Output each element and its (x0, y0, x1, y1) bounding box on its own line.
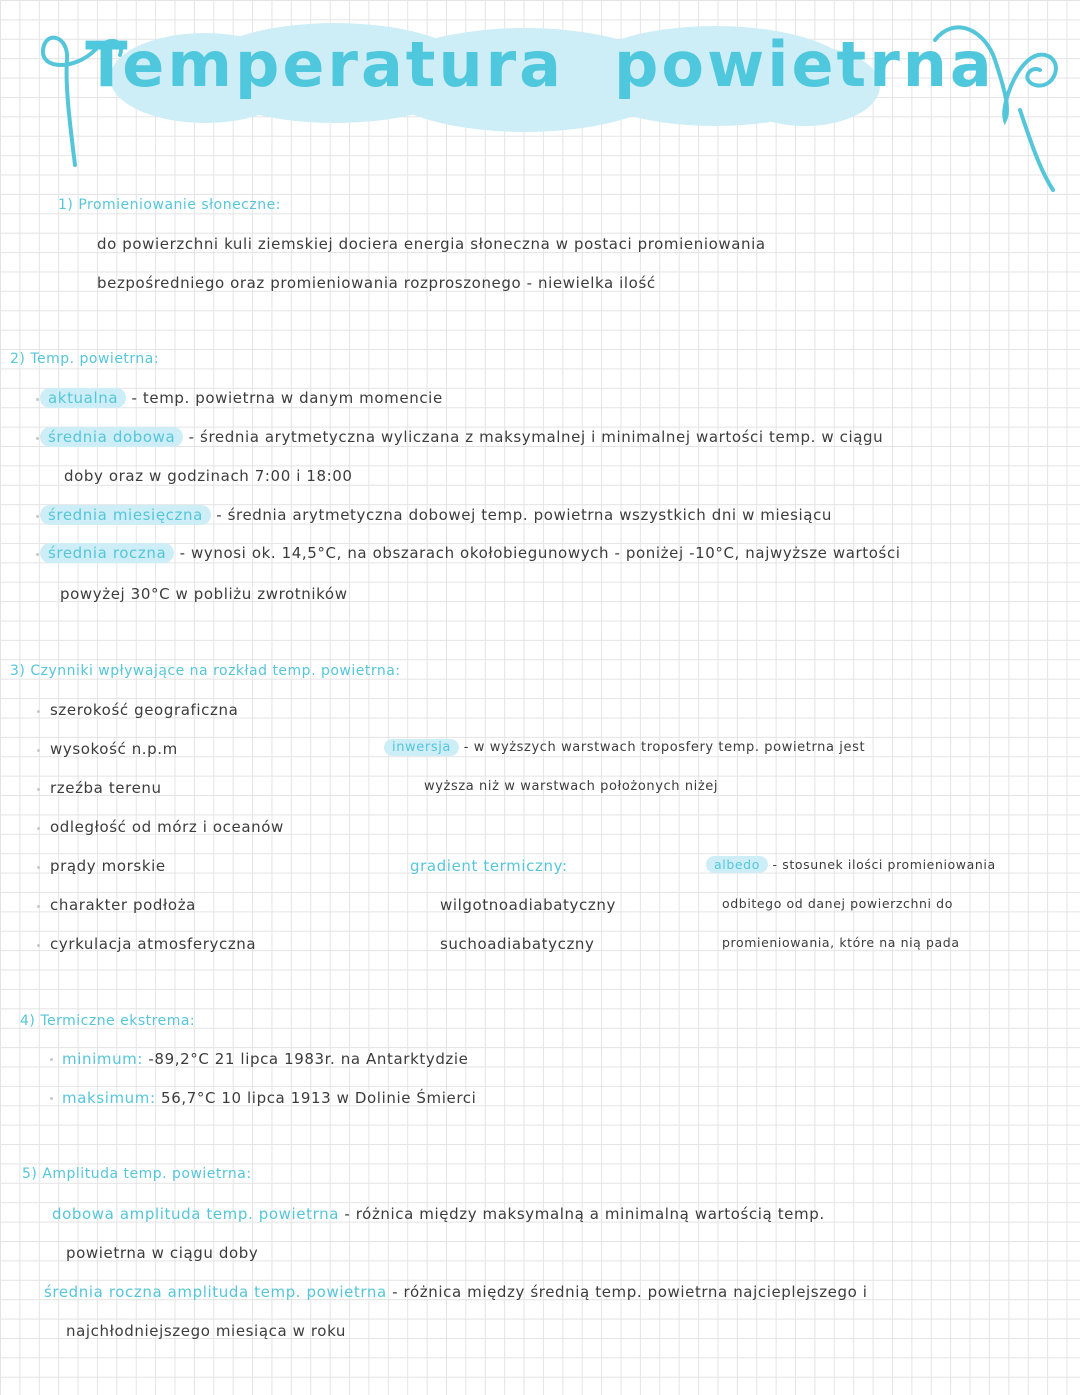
albedo-line-2: odbitego od danej powierzchni do (722, 896, 953, 911)
section-2-heading: 2) Temp. powietrna: (10, 351, 160, 367)
gradient-heading: gradient termiczny: (410, 857, 568, 875)
amplituda-roczna (44, 1283, 868, 1301)
def-srednia-roczna-cont: powyżej 30°C w pobliżu zwrotników (60, 585, 348, 603)
inwersja-definition (384, 740, 865, 755)
section-3-heading: 3) Czynniki wpływające na rozkład temp. powietrna: (10, 663, 401, 679)
section-4-heading: 4) Termiczne ekstrema: (20, 1013, 196, 1029)
def-srednia-dobowa-cont: doby oraz w godzinach 7:00 i 18:00 (64, 467, 353, 485)
inwersja-line-1: - w wyższych warstwach troposfery temp. powietrna jest (463, 740, 866, 755)
def-srednia-roczna (40, 544, 901, 562)
term-dobowa-amplituda: dobowa amplituda temp. powietrna (52, 1205, 339, 1223)
maximum-text: 56,7°C 10 lipca 1913 w Dolinie Śmierci (161, 1089, 477, 1107)
section-5-heading: 5) Amplituda temp. powietrna: (22, 1166, 252, 1182)
extreme-minimum (62, 1050, 469, 1068)
factor-item: prądy morskie (50, 857, 166, 875)
albedo-definition (706, 857, 996, 872)
gradient-item: wilgotnoadiabatyczny (440, 896, 616, 914)
section-1-line-2: bezpośredniego oraz promieniowania rozproszonego - niewielka ilość (97, 274, 656, 292)
title-word-2: powietrna (614, 28, 995, 101)
maximum-label: maksimum: (62, 1089, 156, 1107)
factor-item: wysokość n.p.m (50, 740, 178, 758)
inwersja-line-2: wyższa niż w warstwach położonych niżej (424, 779, 719, 794)
amplituda-roczna-cont: najchłodniejszego miesiąca w roku (66, 1322, 347, 1340)
def-srednia-roczna-text: - wynosi ok. 14,5°C, na obszarach okołobiegunowych - poniżej -10°C, najwyższe wartości (179, 544, 901, 562)
def-aktualna-text: - temp. powietrna w danym momencie (131, 389, 443, 407)
term-aktualna: aktualna (40, 388, 126, 408)
minimum-text: -89,2°C 21 lipca 1983r. na Antarktydzie (148, 1050, 469, 1068)
def-aktualna (40, 389, 443, 407)
factor-item: charakter podłoża (50, 896, 196, 914)
extreme-maximum (62, 1089, 476, 1107)
term-srednia-roczna: średnia roczna (40, 543, 174, 563)
def-srednia-miesieczna (40, 506, 832, 524)
term-albedo: albedo (706, 856, 768, 873)
term-srednia-dobowa: średnia dobowa (40, 427, 183, 447)
def-srednia-dobowa-text: - średnia arytmetyczna wyliczana z maksymalnej i minimalnej wartości temp. w ciągu (188, 428, 884, 446)
section-1-heading: 1) Promieniowanie słoneczne: (58, 197, 281, 213)
amplituda-dobowa-cont: powietrna w ciągu doby (66, 1244, 259, 1262)
section-1-line-1: do powierzchni kuli ziemskiej dociera energia słoneczna w postaci promieniowania (97, 235, 766, 253)
def-srednia-dobowa (40, 428, 883, 446)
amplituda-dobowa (52, 1205, 825, 1223)
factor-item: odległość od mórz i oceanów (50, 818, 284, 836)
term-srednia-miesieczna: średnia miesięczna (40, 505, 211, 525)
amplituda-roczna-text: - różnica między średnią temp. powietrna najcieplejszego i (392, 1283, 868, 1301)
term-roczna-amplituda: średnia roczna amplituda temp. powietrna (44, 1283, 387, 1301)
amplituda-dobowa-text: - różnica między maksymalną a minimalną wartością temp. (344, 1205, 825, 1223)
gradient-item: suchoadiabatyczny (440, 935, 595, 953)
term-inwersja: inwersja (384, 739, 459, 756)
factor-item: rzeźba terenu (50, 779, 162, 797)
factor-item: cyrkulacja atmosferyczna (50, 935, 257, 953)
minimum-label: minimum: (62, 1050, 144, 1068)
factor-item: szerokość geograficzna (50, 701, 239, 719)
page-title (0, 28, 1080, 101)
title-word-1: Temperatura (85, 28, 564, 101)
albedo-line-3: promieniowania, które na nią pada (722, 935, 960, 950)
def-srednia-miesieczna-text: - średnia arytmetyczna dobowej temp. powietrna wszystkich dni w miesiącu (216, 506, 833, 524)
albedo-line-1: - stosunek ilości promieniowania (772, 857, 996, 872)
